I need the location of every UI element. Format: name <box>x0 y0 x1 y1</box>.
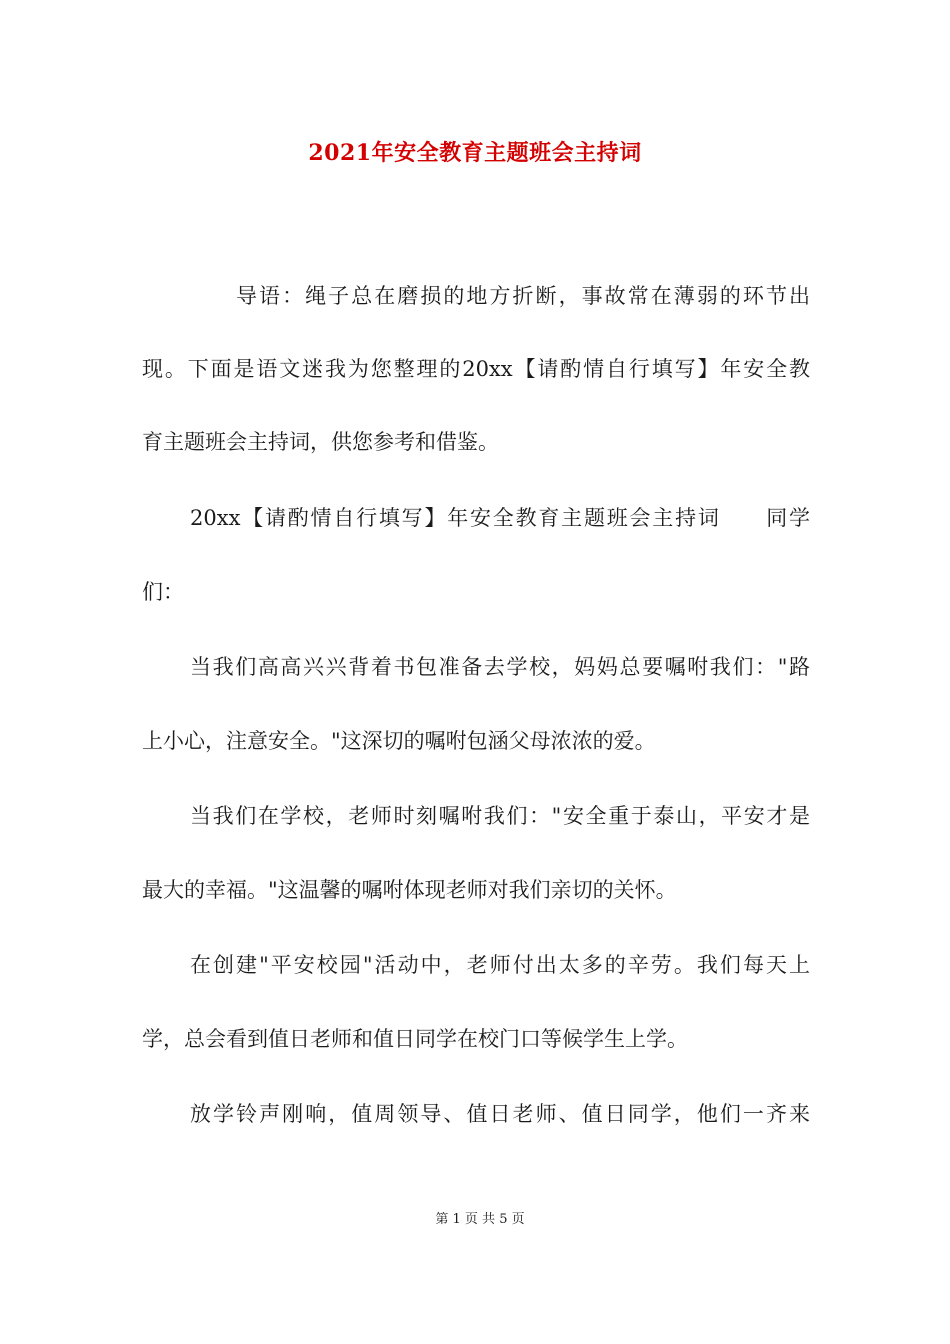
paragraph-line: 现。下面是语文迷我为您整理的20xx【请酌情自行填写】年安全教 <box>142 357 810 381</box>
paragraph-line: 上小心，注意安全。"这深切的嘱咐包涵父母浓浓的爱。 <box>142 729 656 753</box>
paragraph-line: 学，总会看到值日老师和值日同学在校门口等候学生上学。 <box>142 1027 688 1051</box>
paragraph-line: 在创建"平安校园"活动中，老师付出太多的辛劳。我们每天上 <box>190 953 810 977</box>
paragraph-line: 放学铃声刚响，值周领导、值日老师、值日同学，他们一齐来 <box>190 1102 810 1126</box>
paragraph-line: 们： <box>142 580 184 604</box>
paragraph-line: 导语：绳子总在磨损的地方折断，事故常在薄弱的环节出 <box>236 284 810 308</box>
paragraph-line: 20xx【请酌情自行填写】年安全教育主题班会主持词 同学 <box>190 506 810 530</box>
page-footer: 第 1 页 共 5 页 <box>435 1212 525 1227</box>
paragraph-line: 当我们高高兴兴背着书包准备去学校，妈妈总要嘱咐我们："路 <box>190 655 810 679</box>
paragraph-line: 当我们在学校，老师时刻嘱咐我们："安全重于泰山，平安才是 <box>190 804 810 828</box>
paragraph-line: 最大的幸福。"这温馨的嘱咐体现老师对我们亲切的关怀。 <box>142 878 677 902</box>
document-title: 2021年安全教育主题班会主持词 <box>308 140 642 166</box>
paragraph-line: 育主题班会主持词，供您参考和借鉴。 <box>142 430 499 454</box>
